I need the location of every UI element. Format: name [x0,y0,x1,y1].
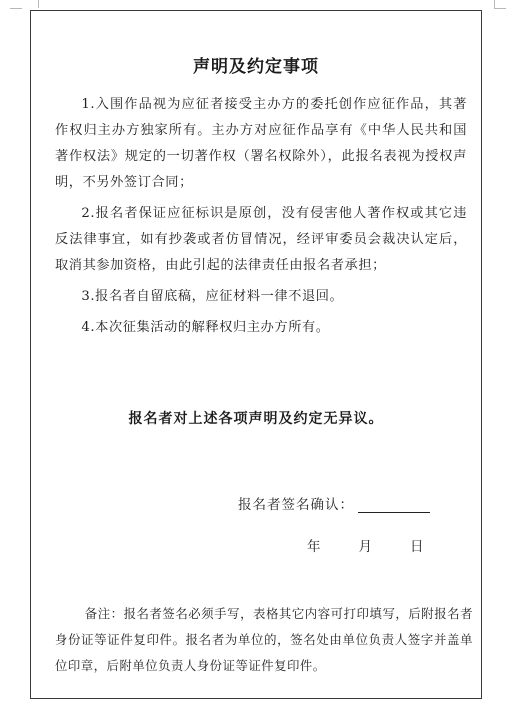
declaration-body [55,92,467,346]
date-row [307,535,424,555]
signature-row [238,493,430,513]
date-year-label: 年 [307,539,321,555]
document-title: 声明及约定事项 [193,57,319,77]
crop-mark-top-right [494,0,511,8]
declaration-paragraph-4: 4.本次征集活动的解释权归主办方所有。 [81,320,330,335]
declaration-paragraph-1: 1.入围作品视为应征者接受主办方的委托创作应征作品，其著作权归主办方独家所有。主办方对应征作品享有《中华人民共和国著作权法》规定的一切著作权（署名权除外），此报名表视为授权声明，不另外签订合同； [55,97,467,190]
date-day-label: 日 [410,539,424,555]
agreement-statement: 报名者对上述各项声明及约定无异议。 [128,411,384,427]
remarks-note: 备注：报名者签名必须手写，表格其它内容可打印填写，后附报名者身份证等证件复印件。报名者为单位的，签名处由单位负责人签字并盖单位印章，后附单位负责人身份证等证件复印件。 [55,606,473,673]
signature-label: 报名者签名确认： [238,497,354,513]
crop-mark-top-left [22,0,39,8]
signature-line[interactable] [358,498,430,513]
declaration-paragraph-3: 3.报名者自留底稿，应征材料一律不退回。 [81,289,344,304]
declaration-paragraph-2: 2.报名者保证应征标识是原创，没有侵害他人著作权或其它违反法律事宜，如有抄袭或者仿冒情况，经评审委员会裁决认定后，取消其参加资格，由此引起的法律责任由报名者承担； [55,206,467,273]
crop-mark-top-left-horizontal [10,8,22,9]
crop-mark-top-right-horizontal [494,8,506,9]
date-month-label: 月 [358,539,372,555]
